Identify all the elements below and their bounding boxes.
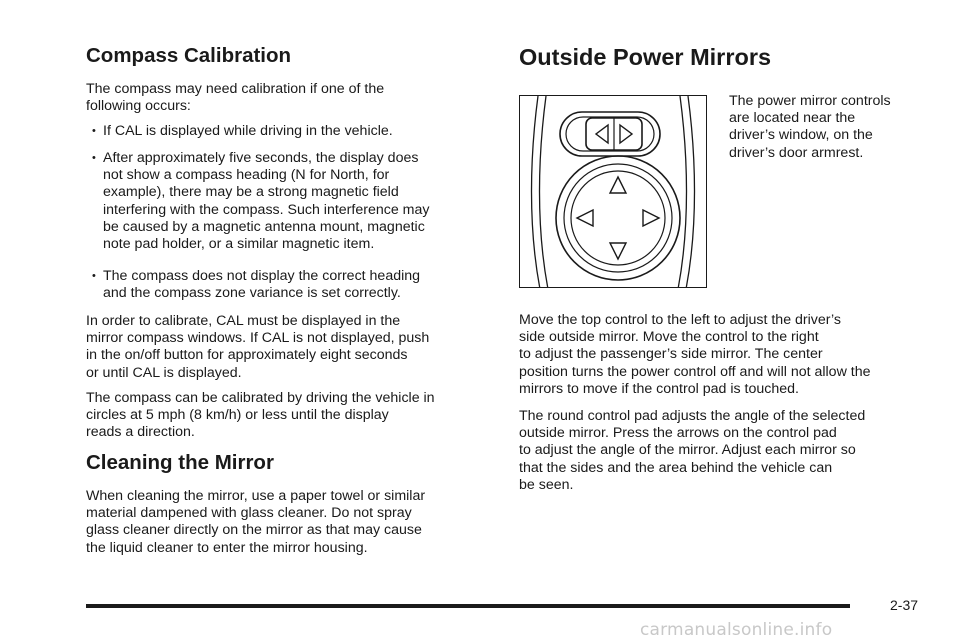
- compass-bullet-2: • After approximately five seconds, the display does not show a compass heading (N for North, for example), there may be a strong magnetic field interfering with the compass. Such interference may be caused by a magnetic antenna mount, magnetic note pad holder, or a similar magnetic item.: [92, 150, 430, 253]
- mirror-controls-caption: The power mirror controls are located near the driver’s window, on the driver’s door armrest.: [729, 93, 891, 161]
- bullet-icon: •: [92, 270, 96, 282]
- footer-rule: [86, 604, 850, 608]
- watermark: carmanualsonline.info: [640, 620, 833, 640]
- compass-bullet-3: • The compass does not display the correct heading and the compass zone variance is set correctly.: [92, 268, 421, 302]
- page-number: 2-37: [890, 597, 919, 613]
- power-mirror-control-figure: [519, 95, 707, 288]
- bullet-icon: •: [92, 152, 96, 164]
- compass-calibration-heading: Compass Calibration: [86, 44, 292, 67]
- power-mirror-control-icon: [520, 96, 707, 288]
- compass-paragraph-1: In order to calibrate, CAL must be displayed in the mirror compass windows. If CAL is not displayed, push in the on/off button for approximately eight seconds or until CAL is displayed.: [86, 313, 430, 381]
- mirrors-paragraph-1: Move the top control to the left to adjust the driver’s side outside mirror. Move the control to the right to adjust the passenger’s side mirror. The center position turns the power control off and will not allow the mirrors to move if the control pad is touched.: [519, 312, 871, 397]
- outside-power-mirrors-heading: Outside Power Mirrors: [519, 44, 772, 70]
- compass-bullet-1: • If CAL is displayed while driving in the vehicle.: [92, 123, 393, 139]
- mirrors-paragraph-2: The round control pad adjusts the angle of the selected outside mirror. Press the arrows on the control pad to adjust the angle of the mirror. Adjust each mirror so that the sides and the area behind the vehicle can be seen.: [519, 408, 866, 493]
- cleaning-mirror-heading: Cleaning the Mirror: [86, 451, 274, 474]
- compass-paragraph-2: The compass can be calibrated by driving the vehicle in circles at 5 mph (8 km/h) or less until the display reads a direction.: [86, 390, 435, 441]
- bullet-icon: •: [92, 125, 96, 137]
- cleaning-paragraph: When cleaning the mirror, use a paper towel or similar material dampened with glass cleaner. Do not spray glass cleaner directly on the mirror as that may cause the liquid cleaner to enter the mirror housing.: [86, 488, 426, 556]
- compass-intro: The compass may need calibration if one of the following occurs:: [86, 81, 385, 115]
